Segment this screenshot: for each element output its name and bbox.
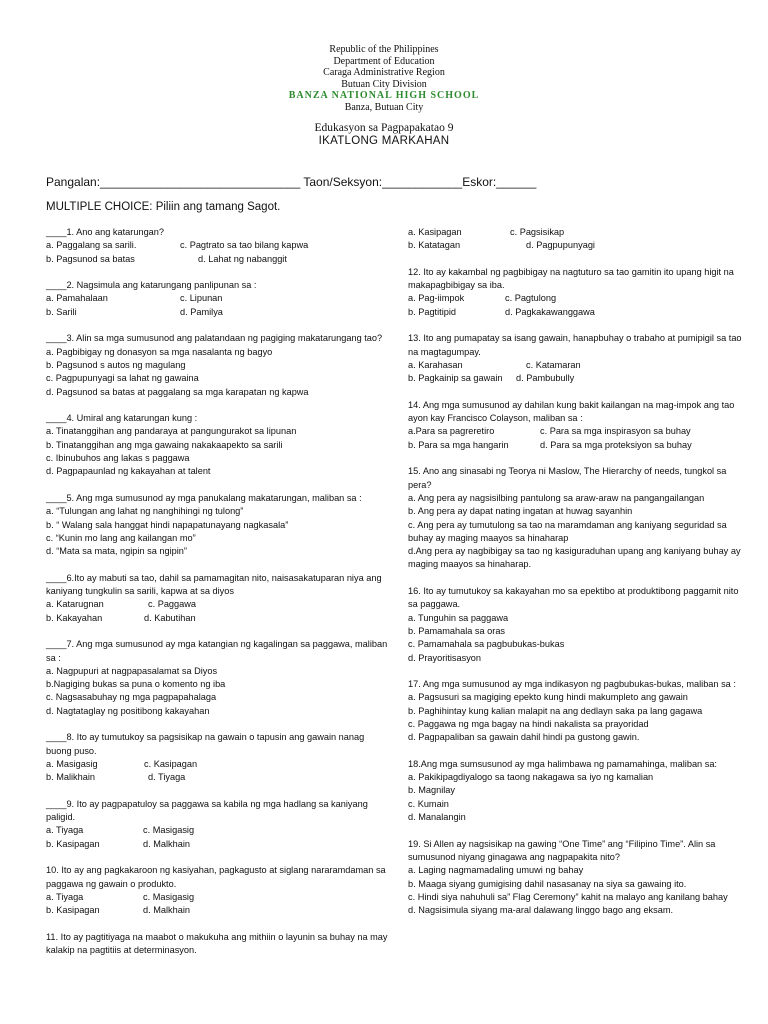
- quarter-title: IKATLONG MARKAHAN: [318, 135, 450, 147]
- choice-a[interactable]: a. Katarugnan: [46, 599, 104, 610]
- score-blank[interactable]: ______: [496, 175, 537, 189]
- choice-c[interactable]: c. Pagpupunyagi sa lahat ng gawaina: [46, 373, 199, 384]
- choice-b[interactable]: b.Nagiging bukas sa puna o komento ng iba: [46, 679, 226, 690]
- document-header: [0, 44, 768, 113]
- question-12: [408, 266, 743, 319]
- question-text: 14. Ang mga sumusunod ay dahilan kung bakit kailangan na mag-impok ang tao ayon kay Francisco Colayson, maliban sa :: [408, 399, 735, 424]
- choice-b[interactable]: b. Tinatanggihan ang mga gawaing nakakaapekto sa sarili: [46, 439, 283, 450]
- question-10: [46, 864, 390, 917]
- question-8: [46, 731, 390, 784]
- choice-b[interactable]: b. Kasipagan: [46, 905, 100, 916]
- question-text: 16. Ito ay tumutukoy sa kakayahan mo sa epektibo at produktibong paggamit nito sa paggawa.: [408, 586, 739, 610]
- choice-c[interactable]: c. Ibinubuhos ang lakas s paggawa: [46, 453, 190, 464]
- choice-a[interactable]: a. Karahasan: [408, 359, 463, 370]
- choice-a[interactable]: a.Para sa pagreretiro: [408, 426, 495, 437]
- student-info-line: [46, 175, 746, 189]
- question-text: 10. Ito ay ang pagkakaroon ng kasiyahan, pagkagusto at siglang nararamdaman sa paggawa ng gawain o produkto.: [46, 865, 386, 889]
- choice-b[interactable]: b. Malikhain: [46, 772, 96, 783]
- choice-c[interactable]: c. Nagsasabuhay ng mga pagpapahalaga: [46, 692, 217, 703]
- question-text: ____4. Umiral ang katarungan kung :: [46, 413, 198, 424]
- choice-b[interactable]: b. Para sa mga hangarin: [408, 439, 509, 450]
- choice-a[interactable]: a. “Tulungan ang lahat ng nanghihingi ng tulong”: [46, 506, 244, 517]
- choice-a[interactable]: a. Masigasig: [46, 758, 98, 769]
- question-1: [46, 226, 390, 266]
- left-column: [46, 226, 390, 971]
- question-11: [46, 931, 390, 958]
- question-19: [408, 838, 743, 918]
- choice-a[interactable]: a. Pagsusuri sa magiging epekto kung hindi makumpleto ang gawain: [408, 692, 688, 703]
- question-11-choices: [408, 226, 743, 253]
- choice-b[interactable]: b. Pagsunod s autos ng magulang: [46, 359, 186, 370]
- section-label: Taon/Seksyon:: [300, 175, 383, 189]
- choice-c[interactable]: c. Kumain: [408, 798, 449, 809]
- choice-d[interactable]: d. Tiyaga: [148, 772, 186, 783]
- instructions: MULTIPLE CHOICE: Piliin ang tamang Sagot.: [46, 201, 281, 213]
- choice-a[interactable]: a. Pag-iimpok: [408, 293, 465, 304]
- question-text: ____9. Ito ay pagpapatuloy sa paggawa sa kabila ng mga hadlang sa kaniyang paligid.: [46, 798, 368, 823]
- question-text: ____8. Ito ay tumutukoy sa pagsisikap na gawain o tapusin ang gawain nanag buong puso.: [46, 732, 365, 756]
- header-department: Department of Education: [333, 55, 435, 67]
- question-text: ____5. Ang mga sumusunod ay mga panukalang makatarungan, maliban sa :: [46, 492, 362, 503]
- choice-a[interactable]: a. Tinatanggihan ang pandaraya at pangungurakot sa lipunan: [46, 426, 297, 437]
- question-18: [408, 758, 743, 824]
- choice-d[interactable]: d. Pambubully: [516, 373, 575, 384]
- choice-b[interactable]: b. Pamamahala sa oras: [408, 625, 506, 636]
- choice-d[interactable]: d. Pagpupunyagi: [526, 240, 595, 251]
- choice-b[interactable]: b. Maaga siyang gumigising dahil nasasanay na siya sa gawaing ito.: [408, 878, 687, 889]
- choice-d[interactable]: d. Para sa mga proteksiyon sa buhay: [540, 439, 692, 450]
- choice-b[interactable]: b. Paghihintay kung kalian malapit na ang dedlayn saka pa lang gagawa: [408, 705, 703, 716]
- choice-c[interactable]: c. Pamamahala sa pagbubukas-bukas: [408, 639, 565, 650]
- question-text: ____7. Ang mga sumusunod ay mga katangian ng kagalingan sa paggawa, maliban sa :: [46, 639, 388, 663]
- school-name: BANZA NATIONAL HIGH SCHOOL: [288, 90, 480, 101]
- choice-b[interactable]: b. Pagkainip sa gawain: [408, 373, 503, 384]
- question-9: [46, 798, 390, 851]
- question-14: [408, 399, 743, 452]
- choice-a[interactable]: a. Pakikipagdiyalogo sa taong nakagawa sa iyo ng kamalian: [408, 772, 654, 783]
- choice-d[interactable]: d. Pagsunod sa batas at paggalang sa mga karapatan ng kapwa: [46, 386, 309, 397]
- question-17: [408, 678, 743, 744]
- name-label: Pangalan:: [46, 175, 101, 189]
- question-7: [46, 638, 390, 718]
- question-2: [46, 279, 390, 319]
- choice-d[interactable]: d. Nagsisimula siyang ma-aral dalawang linggo bago ang eksam.: [408, 905, 674, 916]
- question-text: 13. Ito ang pumapatay sa isang gawain, hanapbuhay o trabaho at pumipigil sa tao na magtagumpay.: [408, 333, 742, 357]
- question-13: [408, 332, 743, 385]
- subject-title: Edukasyon sa Pagpapakatao 9: [314, 122, 454, 134]
- question-text: ____2. Nagsimula ang katarungang panlipunan sa :: [46, 280, 257, 291]
- name-blank[interactable]: ______________________________: [100, 175, 301, 189]
- choice-c[interactable]: c. Masigasig: [143, 825, 195, 836]
- question-text: 15. Ano ang sinasabi ng Teorya ni Maslow, The Hierarchy of needs, tungkol sa pera?: [408, 466, 727, 490]
- choice-d[interactable]: d. Kabutihan: [144, 612, 196, 623]
- header-region: Caraga Administrative Region: [323, 67, 445, 78]
- choice-a[interactable]: a. Tunguhin sa paggawa: [408, 612, 509, 623]
- choice-d[interactable]: d. Nagtataglay ng positibong kakayahan: [46, 705, 210, 716]
- choice-c[interactable]: c. Hindi siya nahuhuli sa” Flag Ceremony” kahit na malayo ang kanilang bahay: [408, 891, 728, 902]
- choice-c[interactable]: c. Paggawa: [148, 599, 197, 610]
- choice-a[interactable]: a. Kasipagan: [408, 227, 462, 237]
- choice-a[interactable]: a. Tiyaga: [46, 891, 84, 902]
- choice-d[interactable]: d. Pagpapaunlad ng kakayahan at talent: [46, 466, 211, 477]
- question-text: 18.Ang mga sumsusunod ay mga halimbawa ng pamamahinga, maliban sa:: [408, 758, 717, 769]
- choice-c[interactable]: c. Lipunan: [180, 293, 223, 304]
- question-4: [46, 412, 390, 478]
- choice-b[interactable]: b. Magnilay: [408, 785, 455, 796]
- choice-d[interactable]: d. Lahat ng nabanggit: [198, 253, 287, 264]
- question-text: ____1. Ano ang katarungan?: [46, 227, 165, 237]
- choice-b[interactable]: b. Pagtitipid: [408, 306, 457, 317]
- choice-c[interactable]: c. “Kunin mo lang ang kailangan mo”: [46, 532, 196, 543]
- question-16: [408, 585, 743, 665]
- choice-a[interactable]: a. Ang pera ay nagsisilbing pantulong sa araw-araw na pangangailangan: [408, 492, 705, 503]
- question-15: [408, 465, 743, 571]
- choice-c[interactable]: c. Pagtrato sa tao bilang kapwa: [180, 240, 309, 251]
- choice-a[interactable]: a. Paggalang sa sarili.: [46, 240, 137, 251]
- choice-c[interactable]: c. Pagsisikap: [510, 227, 565, 237]
- question-text: 12. Ito ay kakambal ng pagbibigay na nagtuturo sa tao gamitin ito upang higit na makapagbibigay sa iba.: [408, 266, 734, 291]
- choice-c[interactable]: c. Katamaran: [526, 359, 581, 370]
- question-5: [46, 492, 390, 558]
- score-label: Eskor:: [462, 175, 497, 189]
- school-address: Banza, Butuan City: [344, 101, 424, 113]
- choice-c[interactable]: c. Ang pera ay tumutulong sa tao na maramdaman ang kaniyang seguridad sa buhay ay maging maayos sa hinaharap: [408, 519, 727, 543]
- choice-d[interactable]: d. “Mata sa mata, ngipin sa ngipin”: [46, 546, 187, 557]
- choice-b[interactable]: b. Kasipagan: [46, 838, 100, 849]
- question-3: [46, 332, 390, 398]
- choice-b[interactable]: b. Katatagan: [408, 240, 461, 251]
- choice-b[interactable]: b. Sarili: [46, 306, 77, 317]
- choice-d[interactable]: d. Pagkakawanggawa: [505, 306, 595, 317]
- question-text: 17. Ang mga sumusunod ay mga indikasyon ng pagbubukas-bukas, maliban sa :: [408, 679, 736, 690]
- choice-b[interactable]: b. Kakayahan: [46, 612, 103, 623]
- question-text: ____3. Alin sa mga sumusunod ang palatandaan ng pagiging makatarungang tao?: [46, 333, 383, 344]
- subject-block: [0, 122, 768, 148]
- choice-d[interactable]: d. Pamilya: [180, 306, 223, 317]
- choice-a[interactable]: a. Tiyaga: [46, 825, 84, 836]
- question-6: [46, 572, 390, 625]
- section-blank[interactable]: ____________: [382, 175, 463, 189]
- choice-d[interactable]: d. Prayoritisasyon: [408, 652, 482, 663]
- choice-c[interactable]: c. Masigasig: [143, 891, 195, 902]
- header-republic: Republic of the Philippines: [329, 44, 439, 55]
- choice-c[interactable]: c. Paggawa ng mga bagay na hindi nakalista sa prayoridad: [408, 718, 649, 729]
- choice-d[interactable]: d. Manalangin: [408, 812, 466, 823]
- choice-d[interactable]: d. Pagpapaliban sa gawain dahil hindi pa gustong gawin.: [408, 732, 640, 743]
- choice-b[interactable]: b. Pagsunod sa batas: [46, 253, 135, 264]
- choice-c[interactable]: c. Pagtulong: [505, 293, 557, 304]
- choice-d[interactable]: d.Ang pera ay nagbibigay sa tao ng kasiguraduhan upang ang kaniyang buhay ay maging maayos sa hinaharap.: [408, 546, 741, 570]
- choice-c[interactable]: c. Para sa mga inspirasyon sa buhay: [540, 426, 691, 437]
- right-column: [408, 226, 743, 931]
- question-text: ____6.Ito ay mabuti sa tao, dahil sa pamamagitan nito, naisasakatuparan niya ang kaniyang tungkulin sa sarili, kapwa at sa diyos: [46, 572, 382, 597]
- choice-d[interactable]: d. Malkhain: [143, 838, 190, 849]
- choice-a[interactable]: a. Pagbibigay ng donasyon sa mga nasalanta ng bagyo: [46, 346, 273, 357]
- choice-b[interactable]: b. “ Walang sala hanggat hindi napapatunayang nagkasala”: [46, 519, 289, 530]
- choice-d[interactable]: d. Malkhain: [143, 905, 190, 916]
- choice-c[interactable]: c. Kasipagan: [144, 758, 198, 769]
- choice-a[interactable]: a. Nagpupuri at nagpapasalamat sa Diyos: [46, 665, 218, 676]
- question-text: 11. Ito ay pagtitiyaga na maabot o makukuha ang mithiin o layunin sa buhay na may kalakip na pagtitiis at determinasyon.: [46, 931, 388, 956]
- choice-a[interactable]: a. Pamahalaan: [46, 293, 108, 304]
- question-text: 19. Si Allen ay nagsisikap na gawing “One Time” ang “Filipino Time”. Alin sa sumusunod niyang ginagawa ang nagpapakita nito?: [408, 838, 716, 862]
- choice-b[interactable]: b. Ang pera ay dapat nating ingatan at huwag sayanhin: [408, 506, 633, 517]
- header-division: Butuan City Division: [341, 78, 427, 90]
- choice-a[interactable]: a. Laging nagmamadaling umuwi ng bahay: [408, 865, 584, 876]
